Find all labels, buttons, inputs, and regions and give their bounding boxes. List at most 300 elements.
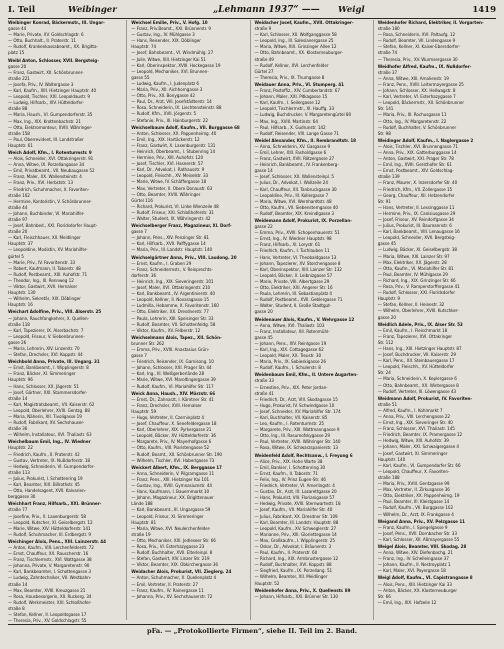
- directory-entry-line: gasse 7: [131, 354, 147, 360]
- directory-entry-line: Weigl Adolf, Kaufm., VI. Capistrangasse 8: [377, 576, 473, 582]
- directory-entry-line: — Emil, Privatbeamt., VII. Neubaugasse 52: [8, 169, 95, 175]
- directory-entry-line: — Franz, Installateur, XII. Rotenmühl-: [254, 329, 330, 335]
- directory-entry-line: — Rudolf, Werkmeister, XXI. Schloßhofer-: [8, 600, 92, 606]
- directory-entry-line: — Otto, Ing., III. Rasumofskygasse 29: [254, 434, 330, 440]
- directory-entry-line: — Emma, Priv., XVIII. Anastasius Grün-: [131, 347, 210, 353]
- page-number: 1419: [472, 5, 496, 15]
- directory-entry-line: — Wilhelm, Tischler, XVI. Haberlgasse 73: [131, 458, 215, 464]
- directory-entry-line: — Leopold, Schneider, XVII. Bergsteig-: [377, 236, 456, 242]
- directory-entry-line: gasse 55: [131, 75, 150, 81]
- directory-entry-line: Weidel Alexander, Kfm., II. Rembrandtstr. 18: [254, 138, 356, 144]
- directory-entry-line: gasse 20: [377, 315, 396, 321]
- directory-entry-line: — Marie, Priv., IV. Favoritenstr. 33: [8, 260, 76, 266]
- directory-title: „Lehmann 1937“ ——: [213, 5, 320, 15]
- directory-entry-line: Hauptstr. 96: [8, 378, 33, 384]
- directory-entry-line: Hauptstr. 59: [131, 409, 157, 415]
- directory-entry-line: — Paula, Lehrerin, III. Sebastianplatz 4: [254, 292, 333, 298]
- directory-entry-line: — Leo, Kaufm., I. Rotenturmstr. 25: [254, 422, 324, 428]
- directory-entry-line: gürtel 5: [8, 254, 24, 260]
- directory-entry-line: — Stefan, Drechsler, XVI. Koppstr. 44: [8, 353, 83, 359]
- directory-entry-line: — Hermine, Priv., IX. Canisiusgasse 29: [377, 211, 456, 217]
- directory-entry-line: — Franz, Gastwirt, XVII. Rötzergasse 27: [254, 157, 335, 163]
- directory-entry-line: — Karl, Dr., Advokat, I. Rathausstr. 9: [131, 168, 205, 174]
- directory-entry-line: — Rudolf, Beamter, VII. Schottenfeldg. 58: [131, 322, 216, 328]
- directory-entry-line: Str. 112: [377, 340, 394, 346]
- directory-entry-line: Hauptstr. 74: [131, 45, 157, 51]
- directory-entry-line: gasse 45: [254, 335, 273, 341]
- directory-entry-line: — Margarete, Priv., XIII. Wattmanngasse 9: [254, 428, 340, 434]
- directory-entry-line: gasse 14: [254, 169, 273, 175]
- directory-entry-line: — Karl, Hilfsarb., XVII. Palffygasse 14: [131, 242, 206, 248]
- directory-entry-line: — Friedrich, Vertreter, VI. Amerlingstr. 4: [254, 484, 335, 490]
- directory-entry-line: — Rosa, Priv., V. Ramperstorffergasse 41: [377, 285, 460, 291]
- directory-entry-line: straße 118: [8, 322, 30, 328]
- directory-entry-line: — Friedrich, Dr., Arzt, VIII. Skodagasse 15: [254, 397, 338, 403]
- directory-entry-line: Weichhart Franz, Hilfsarb., XXI. Brünner-: [8, 502, 102, 508]
- directory-entry-line: — Friedrich, Schuhmacher, X. Favoriten-: [8, 187, 90, 193]
- directory-entry-line: — Franz, Tapezierer, XVI. Ottakringer: [377, 334, 453, 340]
- directory-entry-line: — Josef, Pens., XVII. Dornbacher Str. 33: [377, 531, 457, 537]
- directory-entry-line: — Ludwig, Kaufm., I. Judenplatz 6: [131, 81, 199, 87]
- directory-entry-line: Hauptstr. 9: [377, 297, 401, 303]
- directory-entry-line: — Anton, Gastwirt, XXI. Prager Str. 78: [377, 157, 454, 163]
- directory-entry-line: — Franz, Schneidermstr., V. Reinprechts-: [131, 267, 213, 273]
- directory-entry-line: — Anton, Schlosser, XX. Pappenheimg. 40: [131, 131, 217, 137]
- directory-entry-line: — Maria, Näherin, XII. Tivoligasse 19: [8, 415, 82, 420]
- directory-entry-line: — Leopold, Chauffeur, X. Favoriten-: [377, 469, 450, 475]
- directory-entry-line: — Otto, Bahnbeamt., XX. Klosterneuburger-: [254, 51, 343, 57]
- directory-entry-line: — Josef, Bahnbeamt., VI. Windmühlg. 27: [131, 51, 214, 57]
- directory-entry-line: — Paula, Lehrerin, XIII. Speisinger Str. 33: [131, 316, 214, 322]
- directory-entry-line: — Oskar, Dr., Advokat, I. Bräunerstr. 3: [254, 544, 332, 550]
- directory-entry-line: — Stefan, Kellner, II. Heinestr. 32: [377, 303, 445, 309]
- directory-entry-line: — Emma, Priv., XVIII. Schopenhauerstr. 51: [254, 231, 340, 237]
- directory-entry-line: — Maria, Lehrerin, XIV. Linzerstr. 70: [8, 346, 80, 352]
- directory-entry-line: — Alois, Schneider, XVI. Ottakringerstr. 91: [8, 157, 94, 163]
- directory-entry-line: Weichsel Emilie, Priv., V. Hofg. 10: [131, 21, 208, 26]
- directory-entry-line: — Maria, Witwe, XIII. Lainzer Str. 97: [377, 254, 450, 260]
- directory-entry-line: — Josef, Buchdrucker, VII. Kaiserstr. 29: [377, 353, 456, 359]
- directory-entry-line: — Stefanie, Priv., III. Hainburgerstr. 22: [131, 118, 208, 124]
- directory-entry-line: Str. 66: [377, 594, 391, 600]
- directory-entry-line: — Franz, Kaufm., IV. Rainergasse 11: [131, 588, 204, 594]
- directory-entry-line: — Alice, Priv., XIX. Hohe Warte 38: [254, 459, 323, 465]
- directory-entry-line: Weichselbaum Adolf, Kaufm., VII. Burggasse 68: [131, 125, 240, 131]
- directory-entry-line: Weidenauer Alois, Kaufm., V. Wehrgasse 12: [254, 317, 355, 323]
- directory-entry-line: — Karl, Pens., XII. Steinbauergasse 17: [377, 359, 455, 365]
- directory-entry-line: Str. 24: [377, 371, 391, 377]
- directory-entry-line: — Maria, Priv., XVIII. Gentzgasse 99: [377, 482, 450, 488]
- directory-entry-line: — Anna, Priv., VIII. Lerchengasse 22: [377, 415, 450, 420]
- entry-columns: [8, 20, 496, 625]
- directory-entry-line: Weibl Anton, Schlosser, XVII. Bergsteig-: [8, 58, 99, 64]
- directory-entry-line: — Rosa, Witwe, IX. Schwarzspanierstr. 13: [254, 446, 338, 452]
- directory-entry-line: — Ludwig, Bäcker, XI. Geiselbergstr. 38: [377, 248, 457, 254]
- directory-entry-line: — Julie, Witwe, XIII. Hietzinger Kai 51: [131, 57, 206, 63]
- directory-entry-line: — Josef, Chauffeur, X. Senefeldergasse 18: [131, 422, 217, 428]
- directory-entry-line: gasse 26: [8, 340, 27, 346]
- directory-entry-line: — Otto, Bahnbeamt., XX. Wintergasse 8: [377, 383, 459, 389]
- directory-entry-line: — Franz, Gastwirt, X. Laxenburgerstr. 131: [131, 143, 216, 149]
- directory-entry-line: — Rudolf, Postbeamt., XIII. Auhofstr. 71: [8, 272, 88, 278]
- directory-entry-line: Weidlich Adele, Priv., IX. Alser Str. 53: [377, 322, 463, 328]
- directory-entry-line: — Karl, Ing., III. Weißgerberlände 28: [131, 372, 205, 378]
- directory-entry-line: — Friedrich, Kfm., VII. Zollergasse 15: [377, 187, 453, 193]
- directory-entry-line: — Anna, Witwe, XIII. Amalienstr. 19: [377, 76, 449, 82]
- directory-entry-line: — Emil, Vertreter, II. Praterstr. 27: [131, 582, 198, 588]
- directory-entry-line: straße 221: [8, 76, 30, 82]
- directory-entry-line: straße 19: [131, 532, 151, 538]
- directory-entry-line: — Karl, Oberinspektor, XIII. Lainzer Str. 132: [254, 267, 342, 273]
- directory-entry-line: — Karl, Tapezierer, IX. Alserbachstr. 7: [8, 328, 84, 334]
- directory-entry-line: — Gustav, Ing., XVIII. Gymnasiumstr. 44: [131, 484, 212, 490]
- directory-entry-line: — Hermine, Priv., XIII. Auhofstr. 120: [131, 156, 204, 162]
- directory-entry-line: straße 14: [8, 396, 28, 402]
- directory-entry-line: — Stefan, Kellner, II. Leopoldsgasse 17: [8, 613, 87, 618]
- directory-entry-line: — Paul, Hilfsarb., X. Gudrunstr. 142: [254, 125, 326, 131]
- directory-entry-line: — Karl, Buchhalter, VII. Kaiserstr. 85: [254, 416, 328, 421]
- directory-entry-line: — Rudolf, Kellner, XVI. Lerchenfelder: [254, 63, 329, 69]
- directory-entry-line: Weidenfeld Adolf, Rechtsanw., I. Freyung 6: [254, 453, 353, 459]
- directory-entry-line: — Friedrich, Reisender, IX. Garnisong. 10: [131, 360, 214, 366]
- directory-entry-line: — Leopold, Kutscher, XI. Geiselbergstr. 12: [8, 520, 93, 526]
- directory-entry-line: straße 139: [377, 175, 400, 181]
- directory-entry-line: — Marie, Private, XV. Goldschlagstr. 6: [8, 33, 84, 39]
- directory-entry-line: — Anton, Bäcker, XX. Klosterneuburger: [377, 588, 458, 594]
- directory-entry-line: gasse 45: [377, 242, 396, 248]
- directory-entry-line: — Rudolf, Beamt., XII. Schönbrunner Str. 190: [131, 452, 222, 458]
- directory-entry-line: — Rosa, Schneiderin, XVI. Paltaufg. 12: [377, 33, 456, 39]
- directory-entry-line: — Paul, Beamter, III. Kleistgasse 14: [377, 500, 450, 506]
- directory-entry-line: — Josef, Gastwirt, XI. Simmeringer: [377, 451, 448, 457]
- directory-entry-line: straße 49: [254, 57, 274, 63]
- directory-entry-line: — Max, Großkaufm., I. Wipplingerstr. 25: [254, 538, 335, 544]
- directory-entry-line: — Johanna, Private, V. Margaretenstr. 90: [8, 564, 90, 570]
- directory-entry-line: — Josef, Schlosser, XX. Wallensteinpl. 5: [254, 175, 335, 181]
- directory-entry-line: — Franz, Postoffiz., XIV. Cumberlandstr. 67: [254, 89, 340, 95]
- directory-entry-line: — Anton, Schuhmacher, X. Quellenplatz 4: [131, 576, 217, 582]
- directory-entry-line: — Maria, Priv., III. Rochusgasse 11: [377, 113, 447, 119]
- directory-entry-line: — Emil, Kaufm., I. Fleischmarkt 18: [377, 328, 448, 334]
- directory-entry-line: — Johann, Kaufm., II. Nestroyplatz 1: [377, 563, 451, 569]
- directory-entry-line: — Maria, Priv., XII. Aichhorngasse 3: [131, 88, 203, 94]
- directory-entry-line: — Julius, Prokurist, III. Baumannstr. 6: [377, 224, 452, 230]
- directory-entry-line: — Ernst, Ing., IV. Wiedner Hauptstr. 98: [254, 237, 332, 243]
- directory-entry-line: — Ernst, Bankbeamt., I. Wipplingerstr. 8: [8, 366, 89, 372]
- directory-entry-line: Weidauer Anna, Priv., VI. Stumperg. 41: [254, 82, 344, 88]
- directory-entry-line: straße 44: [8, 205, 28, 211]
- directory-entry-line: straße 113: [8, 470, 30, 476]
- directory-entry-line: Weidhofer Alfred, Kaufm., IX. Nußdorfer-: [377, 64, 472, 70]
- directory-entry-line: — Karl, Schlosser, XII. Aßmayergasse 55: [377, 537, 460, 543]
- directory-entry-line: — Johanna, Priv., XV. Sechshauserstr. 72: [131, 594, 213, 600]
- directory-entry-line: — Gustav, Dr., Arzt, IX. Lazarettgasse 20: [254, 490, 337, 496]
- directory-entry-line: Hauptstr. 16: [8, 303, 33, 309]
- directory-entry-line: — Emil, Ing., XIX. Hofzeile 12: [377, 600, 437, 606]
- directory-entry-line: — Ludwig, Hilfsarb., XIV. Hütteldorfer-: [8, 101, 84, 107]
- directory-entry-line: — Marie, Witwe, XVI. Maroltingergasse 39: [131, 378, 216, 384]
- directory-entry-line: berggasse 30: [8, 495, 36, 501]
- directory-entry-line: — Karl, Bankbeamter, I. Schottengasse 3: [8, 570, 91, 576]
- directory-entry-line: straße 9: [254, 27, 272, 33]
- directory-entry-line: — Hans, Vertreter, VI. Theobaldgasse 13: [254, 255, 337, 261]
- directory-entry-line: Weichinger Alois, Pens., XIII. Lainzerstr. 44: [8, 539, 106, 545]
- directory-entry-line: — Hermine, Kontoristin, V. Schönbrunner-: [8, 199, 92, 205]
- directory-entry-line: straße 8: [8, 606, 25, 612]
- directory-entry-line: — Karl, Vertreter, VI. Esterhazygasse 7: [377, 95, 456, 101]
- directory-entry-line: — Felix, Ing., IV. Prinz Eugen-Str. 46: [254, 477, 326, 483]
- directory-entry-line: — Maria, Witwe, XVI. Neulerchenfelder-: [131, 526, 211, 532]
- directory-entry-line: — Hans, Reisender, XIX. Döblinger: [131, 39, 201, 45]
- directory-entry-line: — Hedwig, Private, XVIII. Sternwartestr. 18: [254, 502, 341, 508]
- directory-entry-line: Weich Adolf, Kfm., I. Rotenturmstr. 9: [8, 150, 92, 156]
- directory-entry-line: — Marie, Witwe, IV. Schäffergasse 18: [131, 180, 207, 186]
- directory-entry-line: straße 102: [8, 193, 30, 199]
- directory-entry-line: — Josef, Bahnbed., XXI. Floridsdorfer Haupt-: [8, 224, 98, 230]
- directory-entry-line: — Otto, Ing., IV. Margaretenstr. 22: [377, 119, 447, 125]
- directory-entry-line: — Karl, Oberinspektor, XVIII. Hockegasse 19: [131, 63, 221, 69]
- directory-entry-line: — Johann, Pens., XIV. Penzinger Str. 81: [131, 236, 210, 242]
- directory-entry-line: — Friedrich, Kaufm., I. Tuchlauben 11: [254, 249, 330, 255]
- directory-entry-line: — Wilhelm, Installateur, XVI. Thaliastr. 63: [8, 433, 92, 439]
- directory-entry-line: — Karl, Bankbeamt., IV. Argentinierstr. 40: [131, 292, 215, 298]
- directory-entry-line: — Hans, Kaufmann, I. Bauernmarkt 10: [131, 490, 210, 496]
- directory-entry-line: — Julius, Prokurist, I. Schottenring 19: [8, 476, 83, 482]
- directory-entry-line: straße 158: [8, 131, 30, 137]
- directory-entry-line: — Karl, Fleischhauer, XII. Meidlinger: [8, 236, 81, 242]
- directory-entry-line: — Franz, Maler, XX. Wallensteinstr. 4: [8, 175, 82, 181]
- directory-entry-line: — Emil, Ing., XVIII. Gersthofer Str. 61: [377, 163, 452, 169]
- directory-entry-line: straße 180: [377, 27, 400, 33]
- directory-entry-line: — Leopold, Oberlehrer, XVIII. Gentzg. 88: [8, 408, 90, 414]
- directory-entry-line: — Friedrich, Kaufm., II. Praterstr. 42: [8, 452, 80, 458]
- directory-entry-line: — Max, Vertreter, II. Zirkusgasse 36: [377, 488, 450, 494]
- directory-entry-line: Hauptstr. 130: [8, 291, 36, 297]
- directory-entry-line: — Leopold, Bäcker, XV. Hütteldorferstr. 36: [131, 434, 216, 440]
- directory-entry-line: — Hugo, Vertreter, II. Czerninplatz 4: [131, 416, 205, 421]
- directory-entry-line: — Franz, Pens., XVIII. Leitermayergasse 25: [377, 82, 464, 88]
- directory-entry-line: — Rudolf, Buchhalter, V. Schönbrunner: [377, 125, 457, 131]
- directory-entry-line: Weigel Alois, Beamter, VIII. Skodag. 28: [377, 544, 467, 550]
- directory-entry-line: — Viktor, Gastwirt, XVII. Hernalser: [8, 285, 78, 291]
- directory-entry-line: — Franz, Drechsler, XVII. Hernalser: [131, 403, 202, 409]
- directory-entry-line: straße 51: [377, 402, 398, 408]
- directory-entry-line: — Rudolf, Reisender, VIII. Lange Gasse 71: [254, 131, 339, 137]
- directory-entry-line: — Karl, Maler, XVI. Payergasse 18: [377, 569, 446, 575]
- column-1: [8, 20, 127, 625]
- directory-entry-line: — Maria, Schneiderin, X. Keplergasse 6: [377, 377, 457, 383]
- directory-entry-line: — Max, Ing., XVIII. Martinstr. 64: [254, 119, 318, 125]
- directory-entry-line: — Theresia, Priv., XV. Wurmsergasse 30: [377, 57, 458, 63]
- directory-entry-line: — Anna, Schneiderin, V. Pilgramgasse 11: [131, 471, 215, 477]
- directory-entry-line: — Franz, Priv., XVI. Herbststr. 13: [8, 181, 73, 187]
- directory-entry-line: — Johann, Buchbinder, VI. Mariahilfer-: [8, 211, 85, 217]
- directory-entry-line: — Maria, Witwe, XVI. Wernhardtstr. 48: [254, 199, 332, 205]
- directory-entry-line: — Otto, Mechaniker, XXI. Jedleseer Str. 66: [131, 538, 216, 544]
- directory-entry-line: — Gustav, Vertreter, IX. Nußdorferstr. 18: [8, 458, 91, 464]
- directory-entry-line: — Hans, Ing., XIII. Hietzinger Hauptstr. 87: [377, 346, 462, 352]
- directory-entry-line: — Leopold, Fleischh., XV. Hütteldorfer: [377, 365, 454, 371]
- directory-entry-line: — Leopold, Ing., III. Salesianergasse 25: [254, 39, 334, 45]
- directory-entry-line: gasse 20: [254, 310, 273, 316]
- directory-entry-line: — Otto, Elektriker, XX. Pappenheimg. 19: [377, 494, 460, 500]
- right-catchword: Weigl: [338, 5, 365, 15]
- directory-entry-line: — Margarete, Priv., IV. Mayerhofgasse 6: [131, 440, 212, 446]
- directory-entry-line: straße 33: [254, 379, 274, 385]
- directory-entry-line: — Leopold, Tischlermstr., XI. Hauffg. 33: [254, 107, 335, 113]
- directory-entry-line: — Rudolf, Buchhalter, XVI. Koppstr. 88: [254, 563, 332, 569]
- directory-entry-line: gasse 22: [254, 225, 273, 231]
- directory-entry-line: — Otto, Handelsagent, XVII. Kalvarien-: [8, 489, 86, 495]
- part-label: I. Teil: [8, 5, 36, 15]
- directory-entry-line: — Josef, Tischler, XVI. Hasnerstr. 57: [131, 162, 204, 168]
- directory-entry-line: — Maria, Priv., III. Landstr. Hauptstr. 140: [131, 248, 213, 254]
- directory-entry-line: straße 77: [8, 508, 28, 514]
- directory-entry-line: straße 41: [254, 391, 274, 397]
- directory-entry-line: Weibinger Konrad, Bäckermstr., III. Ungar-: [8, 21, 105, 26]
- directory-entry-line: — Stefan, Kellner, XI. Kaiser-Ebersdorfer-: [377, 45, 460, 51]
- directory-entry-line: — Emil, Lehrer, XIII. Fasholdgasse 6: [254, 150, 327, 156]
- directory-entry-line: — Karl, Chauffeur, XII. Tanbruckgasse 30: [254, 187, 337, 193]
- directory-entry-line: Weidmann Adolf, Prokurist, IV. Favoriten-: [377, 396, 473, 402]
- directory-entry-line: Weigand Anna, Priv., XV. Pelzgasse 11: [377, 519, 465, 525]
- directory-entry-line: platz 15: [8, 51, 25, 57]
- directory-entry-line: — Rudolf, Kfm., XVII. Jörgerstr. 5: [131, 112, 197, 118]
- directory-entry-line: Hauptstr. 37: [8, 242, 33, 248]
- directory-entry-line: Weickert Albert, Kfm., IX. Berggasse 17: [131, 465, 222, 471]
- directory-entry-line: — Ernst, Dr., Zahnarzt, I. Kärntner Str. 41: [131, 397, 214, 403]
- directory-entry-line: Weidemann Adolf, Prokurist, IX. Porzellan-: [254, 219, 352, 224]
- directory-entry-line: straße 188: [377, 475, 400, 481]
- directory-entry-line: — Otto, Priv., XII. Bonygasse 42: [131, 94, 195, 100]
- directory-entry-line: — Leopold, Friseur, XI. Simmeringer: [131, 514, 204, 520]
- directory-entry-line: — Rosa, Schneiderin, IX. Liechtensteinstr. 88: [131, 106, 222, 112]
- directory-entry-line: — Viktor, Kaufm., XV. Felberstr. 12: [131, 328, 201, 334]
- directory-entry-line: Weick Anna, Haush., XIV. Märzstr. 66: [131, 391, 216, 397]
- directory-entry-line: — Emil, Ing., XIX. Hartäckerstr. 12: [131, 137, 200, 143]
- directory-entry-line: — Hans, Vertreter, II. Lessinggasse 11: [377, 205, 455, 211]
- directory-entry-line: — Rudolf, Beamter, XIX. Kreindlgasse 3: [254, 211, 334, 217]
- directory-entry-line: — Ernst, Chauffeur, XX. Rauscherstr. 16: [8, 552, 89, 558]
- directory-entry-line: — Paul, Oberrevident, III. Landstraßer: [8, 137, 84, 143]
- directory-entry-line: — Ernestine, Priv., XIX. Peter Jordan-: [254, 385, 328, 391]
- directory-entry-line: — Franz, Bäcker, XI. Simmeringer: [8, 372, 76, 378]
- directory-entry-line: — Rosa, Priv., VI. Esterhazygasse 23: [131, 544, 205, 550]
- directory-entry-line: Str. 98: [377, 131, 391, 137]
- directory-entry-line: straße 36: [8, 427, 28, 433]
- directory-entry-line: straße 74: [377, 51, 398, 57]
- directory-entry-line: Hauptstr. 140: [377, 457, 406, 463]
- directory-entry-line: — Rudolf, Beamter, VII. Lindengasse 9: [377, 39, 456, 45]
- directory-entry-line: — Theodor, Ing., III. Rennweg 12: [8, 278, 74, 284]
- directory-entry-line: Hauptstr. 52: [254, 581, 280, 587]
- directory-entry-line: — Karl, Oberlehrer, XIX. Pyrkergasse 21: [131, 428, 212, 434]
- directory-entry-line: — Marie, Private, VIII. Albertgasse 29: [254, 279, 330, 285]
- directory-entry-line: Lände 188: [131, 502, 153, 508]
- directory-entry-line: straße 20: [8, 230, 28, 236]
- directory-entry-line: gasse 7: [131, 230, 147, 236]
- directory-entry-line: straße 88: [8, 107, 28, 113]
- directory-entry-line: — Alois, Tischler, XVI. Brunnengasse 71: [377, 144, 458, 150]
- directory-entry-line: — Otto, Buchhalt., II. Praterstr. 11: [8, 39, 76, 45]
- directory-entry-line: — Otto, Kaufm., VII. Siebensterngasse 40: [254, 205, 338, 211]
- directory-entry-line: — Anna, Witwe, XVI. Thaliastr. 103: [254, 323, 325, 329]
- directory-entry-line: — Johann, Magazineur, XX. Brigittenauer: [131, 496, 214, 502]
- directory-entry-line: — Franz, Priv.Beamt., XXI. Brünnerstr. 9: [131, 27, 211, 33]
- directory-entry-line: — Max, Vertreter, II. Obere Donaustr. 63: [131, 186, 213, 192]
- footer-note: pFa. — „Protokollierte Firmen“, siehe II. Teil im 2. Band.: [146, 627, 358, 635]
- directory-entry-line: — Hedwig, Schneiderin, VI. Gumpendorfer-: [8, 464, 95, 470]
- directory-entry-line: — Karl, Beamter, III. Landstr. Hauptstr. 88: [254, 520, 339, 526]
- page-footer: [8, 624, 496, 639]
- directory-entry-line: — Hans, Prokurist, VIII. Florianigasse 57: [254, 496, 335, 502]
- directory-entry-line: — Max, Beamter, XVIII. Kreuzgasse 21: [8, 588, 86, 594]
- directory-entry-line: — Leopold, Bäckermstr., XII. Schönbrunner: [377, 101, 465, 107]
- directory-entry-line: — Anna, Schneiderin, XV. Gasgasse 9: [254, 144, 331, 150]
- column-2: [131, 20, 250, 620]
- directory-entry-line: — Ernst, Postbeamt., XIV. Goldschlag-: [377, 169, 454, 175]
- directory-entry-line: — Otto, Kaufm., VIII. Piaristengasse 52: [131, 446, 210, 452]
- column-3: [255, 20, 374, 620]
- directory-entry-line: — Johann, Schlosser, XXI. Prager Str. 44: [131, 366, 212, 372]
- directory-entry-line: — Wilhelm, Sekretär, XIX. Döblinger: [8, 297, 81, 303]
- directory-entry-line: — Karl, Kaufm., XIII. Hietzinger Hauptstr. 40: [8, 89, 97, 95]
- directory-entry-line: — Otto, Beamter, XVIII. Währinger: [131, 192, 201, 198]
- directory-entry-line: — Wilhelm, Dr., Arzt, IX. Frankgasse 4: [377, 512, 454, 518]
- directory-entry-line: — Rudolf, Buchhalter, XVII. Elterleinpl. 8: [131, 551, 213, 557]
- directory-entry-line: — Rudolf, Schlosser, XXI. Floridsdorfer: [377, 291, 456, 297]
- directory-entry-line: — Karl, Kaufm., I. Seilergasse 12: [254, 101, 321, 107]
- directory-entry-line: — Karl, Bankbeamt., VIII. Lenaugasse 16: [377, 230, 460, 236]
- directory-entry-line: — Maria, Priv., IX. Sobieskigasse 26: [254, 360, 326, 366]
- directory-entry-line: Gürtel 27: [254, 69, 274, 75]
- directory-entry-line: — Richard, Ing., XIX. Grinzinger Str. 66: [377, 278, 456, 284]
- directory-entry-line: — Johann, Maler, XXI. Pitkagasse 15: [254, 95, 328, 101]
- directory-entry-line: — Rudolf, Vertreter, III. Löwengasse 43: [377, 389, 457, 395]
- directory-entry-line: — Siegfried, Kaufm., IX. Porzellang. 51: [254, 569, 333, 575]
- directory-entry-line: — Wilhelm, Oberlehrer, XVIII. Kutschker-: [377, 309, 459, 315]
- directory-entry-line: — Franz, Tischlermstr., XVI. Wattgasse 38: [8, 558, 92, 564]
- directory-entry-line: — Marie, Witwe, XIV. Hütteldorferstr. 141: [8, 526, 91, 532]
- directory-entry-line: — Anna, Priv., XIX. Gatterburggasse 14: [377, 150, 457, 156]
- directory-entry-line: — Leopold, Mechaniker, XVI. Brunnen-: [131, 69, 209, 75]
- directory-entry-line: straße 14: [8, 582, 28, 588]
- directory-entry-line: — Josef, Maler, XVI. Ottakringerstr. 210: [131, 286, 211, 292]
- directory-entry-line: — Ludwig, Zahntechniker, VII. Westbahn-: [8, 576, 92, 582]
- directory-entry-line: — Theresia, Priv., IX. Thurngasse 8: [254, 75, 325, 81]
- directory-entry-line: — Hedwig, Witwe, XIII. Auhofstr. 39: [377, 439, 449, 445]
- directory-entry-line: — Josef, Friseur, XV. Reindorfgasse 34: [377, 218, 454, 223]
- directory-entry-line: — Anton, Kaufm., VIII. Lerchenfelderstr. 72: [8, 545, 94, 551]
- directory-entry-line: — Leopold, Bäcker, X. Leibnizgasse 57: [254, 273, 333, 279]
- directory-entry-line: — Josefine, Priv., X. Laxenburgerstr. 58: [8, 514, 86, 520]
- directory-entry-line: — Max, Ing., XIX. Krottenbachstr. 21: [8, 119, 81, 125]
- directory-entry-line: — Leopold, Tischler, XXI. Leopoldaustr. 9: [8, 95, 91, 101]
- directory-entry-line: — Leopold, Fleischh., XV. Meiselstr. 33: [131, 174, 209, 180]
- directory-entry-line: — Franz, Maurer, X. Inzersdorfer Str. 40: [377, 181, 458, 187]
- directory-entry-line: — Richard, Ing., XIX. Armbrustergasse 12: [254, 557, 339, 563]
- directory-entry-line: — Georg, Chauffeur, XII. Hetzendorfer: [377, 193, 455, 199]
- directory-entry-line: — Ludmilla, Hebamme, X. Favoritenstr. 160: [131, 304, 219, 310]
- directory-entry-line: — Paul, Vertreter, XVIII. Währinger Str. 140: [254, 440, 341, 446]
- directory-entry-line: — Rudolf, Friseur, XXI. Schloßhoferstr. 31: [131, 210, 214, 216]
- directory-entry-line: — Heinrich, Oberbeamt., I. Stubenring 14: [131, 149, 216, 155]
- directory-entry-line: — Stefan, Gastwirt, XIV. Linzer Str. 219: [131, 557, 210, 563]
- directory-entry-line: — Rudolf, Postbeamt., XVII. Geblergasse 71: [254, 298, 343, 304]
- directory-entry-line: — Max, Elektriker, XX. Jägerstr. 28: [377, 260, 447, 266]
- directory-entry-line: — Karl, Kaufm., VI. Gumpendorfer Str. 66: [377, 463, 461, 469]
- directory-entry-line: Weichbold Anna, Private, III. Ungarg. 31: [8, 360, 100, 366]
